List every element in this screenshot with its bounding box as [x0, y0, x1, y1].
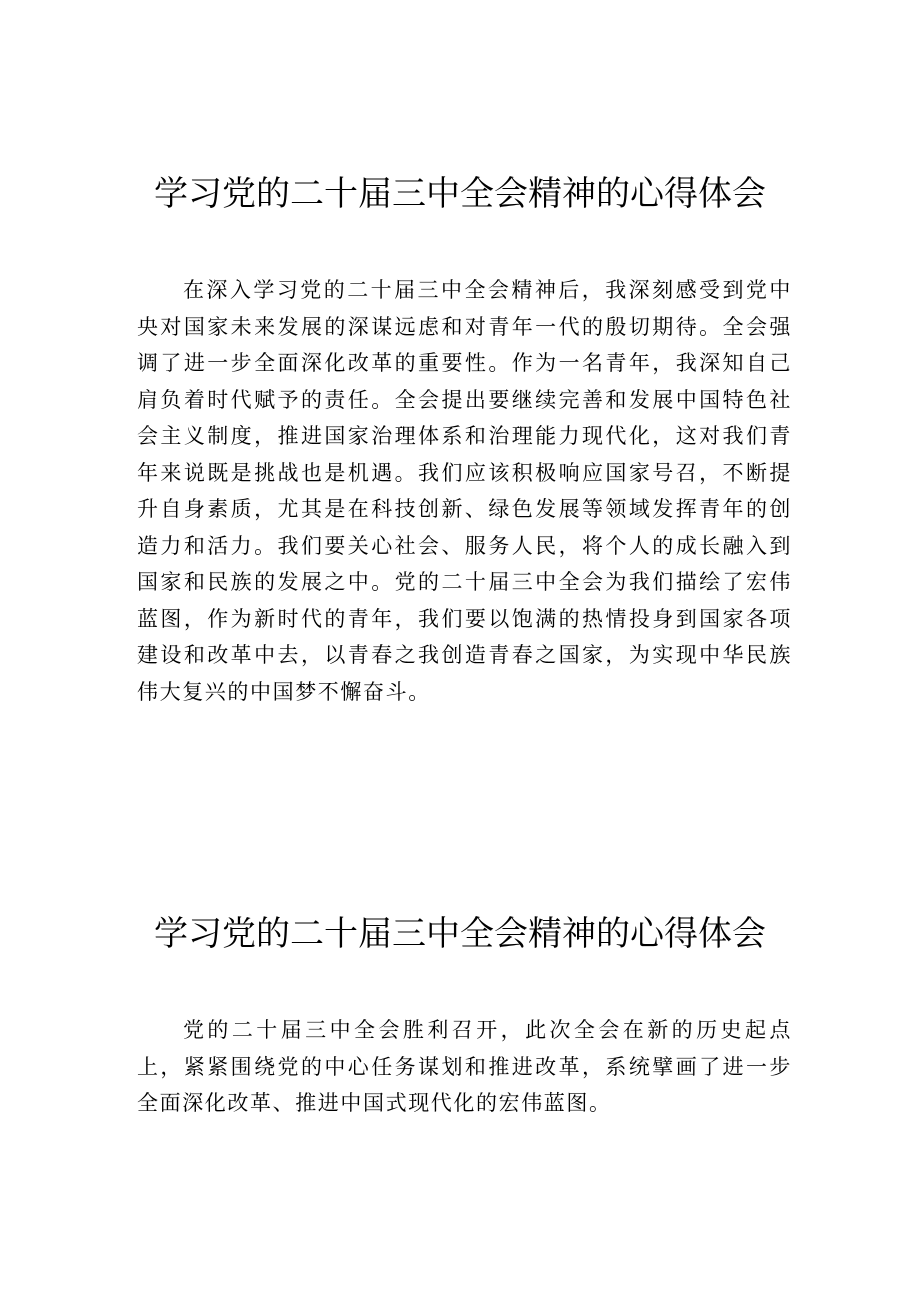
- section-body: 党的二十届三中全会胜利召开，此次全会在新的历史起点上，紧紧围绕党的中心任务谋划和推进改革，系统擘画了进一步全面深化改革、推进中国式现代化的宏伟蓝图。: [137, 1018, 792, 1115]
- section-title: 学习党的二十届三中全会精神的心得体会: [154, 174, 766, 214]
- section-title: 学习党的二十届三中全会精神的心得体会: [154, 914, 766, 954]
- section-body: 在深入学习党的二十届三中全会精神后，我深刻感受到党中央对国家未来发展的深谋远虑和对青年一代的殷切期待。全会强调了进一步全面深化改革的重要性。作为一名青年，我深知自己肩负着时代赋予的责任。全会提出要继续完善和发展中国特色社会主义制度，推进国家治理体系和治理能力现代化，这对我们青年来说既是挑战也是机遇。我们应该积极响应国家号召，不断提升自身素质，尤其是在科技创新、绿色发展等领域发挥青年的创造力和活力。我们要关心社会、服务人民，将个人的成长融入到国家和民族的发展之中。党的二十届三中全会为我们描绘了宏伟蓝图，作为新时代的青年，我们要以饱满的热情投身到国家各项建设和改革中去，以青春之我创造青春之国家，为实现中华民族伟大复兴的中国梦不懈奋斗。: [137, 278, 792, 704]
